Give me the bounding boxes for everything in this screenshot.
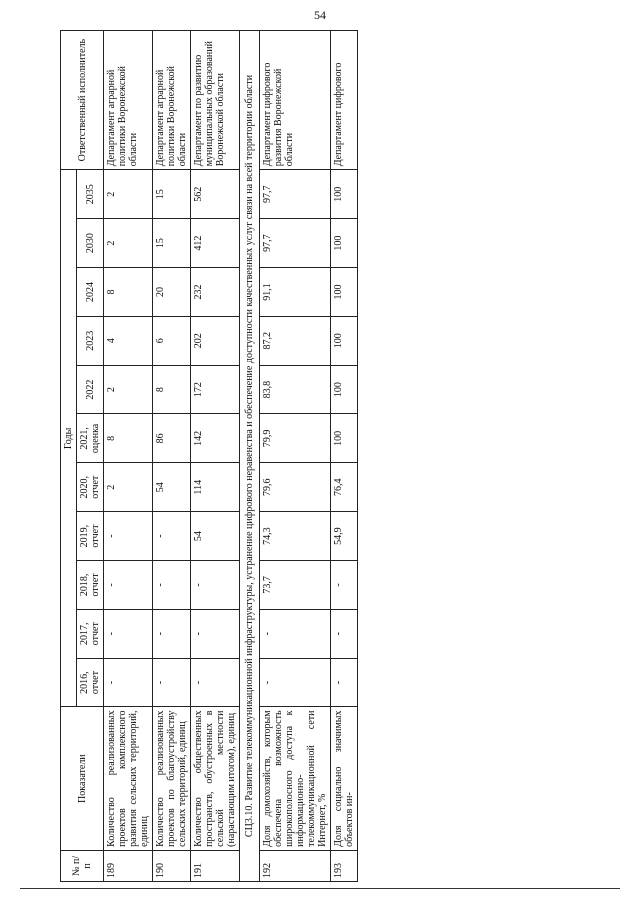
row-value: - <box>104 512 153 561</box>
row-indicator: Доля домохозяйств, которым обеспечена возможность широкополосного доступа к информационно-телекоммуникационной сети Интернет, % <box>260 707 331 850</box>
header-year: 2018, отчет <box>77 560 104 609</box>
row-executor: Департамент цифрового <box>331 31 358 170</box>
row-value: 15 <box>153 170 191 219</box>
header-num: № п/п <box>61 850 104 881</box>
row-num: 190 <box>153 850 191 881</box>
row-value: 100 <box>331 365 358 414</box>
header-indicator: Показатели <box>61 707 104 850</box>
row-num: 189 <box>104 850 153 881</box>
page-number: 54 <box>314 8 326 22</box>
header-executor: Ответственный исполнитель <box>61 31 104 170</box>
section-title: СЦ3.10. Развитие телекоммуникационной инфраструктуры, устранение цифрового неравенства и обеспечение доступности качественных услуг связи на всей территории области <box>240 31 260 882</box>
row-value: 74,3 <box>260 512 331 561</box>
row-num: 191 <box>191 850 240 881</box>
row-executor: Департамент цифрового развития Воронежской области <box>260 31 331 170</box>
row-value: 73,7 <box>260 560 331 609</box>
row-value: - <box>153 658 191 707</box>
row-value: 54,9 <box>331 512 358 561</box>
table-row <box>153 31 191 882</box>
row-value: - <box>104 560 153 609</box>
table-row <box>331 31 358 882</box>
row-value: - <box>331 658 358 707</box>
row-value: 87,2 <box>260 316 331 365</box>
row-value: 86 <box>153 414 191 463</box>
row-value: - <box>331 560 358 609</box>
row-value: - <box>104 658 153 707</box>
row-value: 232 <box>191 268 240 317</box>
row-value: 114 <box>191 463 240 512</box>
header-year: 2022 <box>77 365 104 414</box>
row-value: 100 <box>331 316 358 365</box>
row-value: 54 <box>191 512 240 561</box>
row-indicator: Доля социально значимых объектов ин- <box>331 707 358 850</box>
row-value: - <box>153 609 191 658</box>
row-value: 97,7 <box>260 170 331 219</box>
row-value: - <box>153 512 191 561</box>
row-value: 8 <box>104 268 153 317</box>
row-executor: Департамент аграрной политики Воронежской области <box>104 31 153 170</box>
header-years: Годы <box>61 170 77 707</box>
row-value: 412 <box>191 219 240 268</box>
row-value: - <box>104 609 153 658</box>
row-indicator: Количество общественных пространств, обустроенных в сельской местности (нарастающим итогом), единиц <box>191 707 240 850</box>
row-value: 15 <box>153 219 191 268</box>
table-row <box>104 31 153 882</box>
row-value: - <box>260 609 331 658</box>
row-num: 192 <box>260 850 331 881</box>
row-value: 202 <box>191 316 240 365</box>
row-value: - <box>191 609 240 658</box>
table-row <box>191 31 240 882</box>
rotated-table-container <box>60 30 632 882</box>
row-value: 100 <box>331 219 358 268</box>
row-indicator: Количество реализованных проектов по благоустройству сельских территорий, единиц <box>153 707 191 850</box>
row-value: 91,1 <box>260 268 331 317</box>
row-value: 54 <box>153 463 191 512</box>
row-value: - <box>331 609 358 658</box>
header-year: 2017, отчет <box>77 609 104 658</box>
table-row <box>260 31 331 882</box>
row-value: 562 <box>191 170 240 219</box>
header-year: 2016, отчет <box>77 658 104 707</box>
row-value: 79,6 <box>260 463 331 512</box>
row-value: - <box>260 658 331 707</box>
row-value: 172 <box>191 365 240 414</box>
header-year: 2023 <box>77 316 104 365</box>
row-value: - <box>191 560 240 609</box>
row-value: 8 <box>153 365 191 414</box>
row-indicator: Количество реализованных проектов комплексного развития сельских территорий, единиц <box>104 707 153 850</box>
row-value: 76,4 <box>331 463 358 512</box>
indicators-table <box>60 30 358 882</box>
header-year: 2030 <box>77 219 104 268</box>
header-year: 2019, отчет <box>77 512 104 561</box>
row-value: 100 <box>331 268 358 317</box>
header-year: 2024 <box>77 268 104 317</box>
table-frame <box>60 30 632 882</box>
row-value: 142 <box>191 414 240 463</box>
row-value: 2 <box>104 365 153 414</box>
row-executor: Департамент аграрной политики Воронежской области <box>153 31 191 170</box>
header-year: 2020, отчет <box>77 463 104 512</box>
row-value: 20 <box>153 268 191 317</box>
row-value: 2 <box>104 463 153 512</box>
row-value: 79,9 <box>260 414 331 463</box>
bottom-divider <box>20 888 620 889</box>
row-value: - <box>191 658 240 707</box>
row-value: 8 <box>104 414 153 463</box>
row-executor: Департамент по развитию муниципальных образований Воронежской области <box>191 31 240 170</box>
row-value: 83,8 <box>260 365 331 414</box>
header-year: 2035 <box>77 170 104 219</box>
header-year: 2021, оценка <box>77 414 104 463</box>
row-value: 4 <box>104 316 153 365</box>
row-value: 100 <box>331 414 358 463</box>
section-row <box>240 31 260 882</box>
row-value: - <box>153 560 191 609</box>
row-num: 193 <box>331 850 358 881</box>
row-value: 100 <box>331 170 358 219</box>
row-value: 97,7 <box>260 219 331 268</box>
row-value: 2 <box>104 219 153 268</box>
row-value: 6 <box>153 316 191 365</box>
row-value: 2 <box>104 170 153 219</box>
